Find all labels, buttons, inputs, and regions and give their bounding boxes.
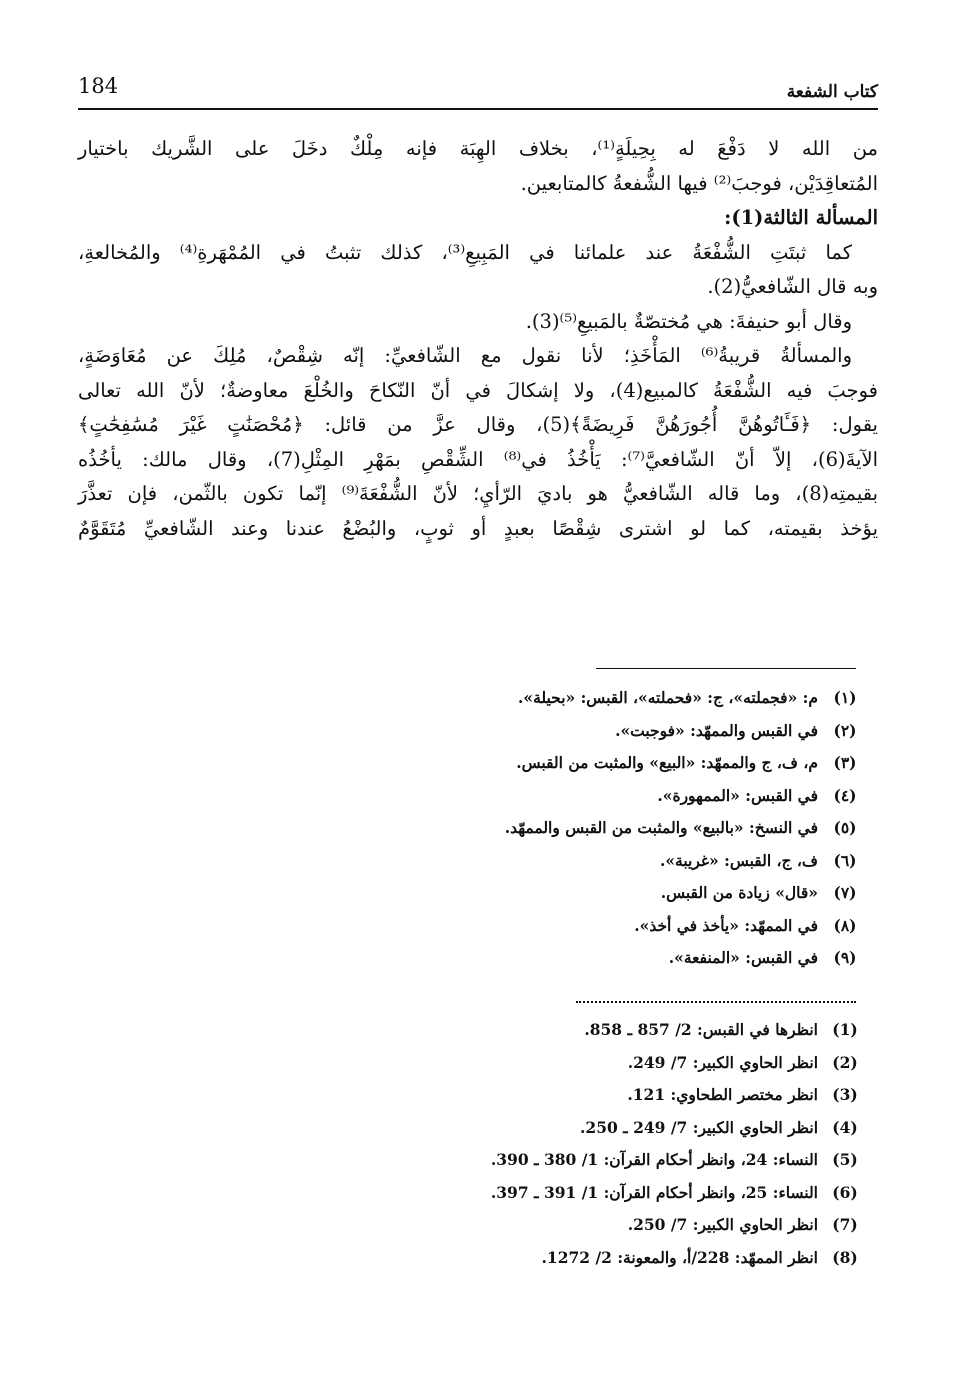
footnote-text: انظر مختصر الطحاوي: 121. (627, 1085, 818, 1104)
footnote-text: في القبس: «المنفعة». (668, 948, 818, 967)
text-line: الآيةَ(6)، إلاّ أنّ الشّافعيَّ⁽⁷⁾: يَأْخُذُ في⁽⁸⁾ الشِّقْصِ بمَهْرِ المِثْلِ(7)، وقال مالك: يأخُذُه (78, 447, 879, 471)
footnote-text: النساء: 25، وانظر أحكام القرآن: 1/ 391 ـ 397. (490, 1182, 818, 1202)
footnote (164, 1177, 864, 1210)
footnote-text: ف، ج، القبس: «غريبة». (659, 850, 818, 870)
text-line: من الله لا دَفْعَ له بِحِيلَةٍ⁽¹⁾، بخلاف الهِبَة فإنه مِلْكٌ دخَلَ على الشَّريك باختيار (78, 137, 878, 160)
footnote-text: انظرها في القبس: 2/ 857 ـ 858. (584, 1020, 818, 1039)
text-line: كما ثبتَتِ الشُّفْعَةُ عند علمائنا في المَبِيعِ⁽³⁾، كذلك تثبتُ في المُمْهَرةِ⁽⁴⁾ والمُخالعةِ، (78, 240, 852, 264)
footnote-text: في الممهّد: «يأخذ في أخذ». (634, 915, 818, 935)
text-line: يؤخذ بقيمته، كما لو اشترى شِقْصًا بعبدٍ أو ثوبٍ، والبُضْعُ عندنا وعند الشّافعيِّ مُتَقَوَّمٌ (78, 516, 878, 540)
text-line: وقال أبو حنيفةَ: هي مُختصّةٌ بالمَبيعِ⁽⁵⁾(3). (525, 309, 852, 333)
footnote-number: (٣) (833, 753, 857, 772)
text-line: فوجبَ فيه الشُّفْعَةُ كالمبيع(4)، ولا إشكالَ في أنّ النّكاحَ والخُلْعَ معاوضةٌ؛ لأنّ الله تعالى (78, 378, 878, 402)
footnote-text: في النسخ: «بالبيع» والمثبت من القبس والممهّد. (504, 818, 818, 837)
footnote (164, 1047, 864, 1080)
footnote-number: (١) (833, 688, 857, 707)
footnote-number: (7) (832, 1215, 858, 1234)
footnote-number: (1) (832, 1020, 858, 1039)
dotted-separator (576, 1001, 856, 1003)
section-heading: المسألة الثالثة(1): (724, 206, 878, 229)
footnote-text: انظر الممهّد: 228/أ، والمعونة: 2/ 1272. (541, 1247, 818, 1267)
footnote-text: النساء: 24، وانظر أحكام القرآن: 1/ 380 ـ 390. (490, 1150, 818, 1169)
footnote-number: (4) (832, 1117, 858, 1137)
footnote-number: (٢) (833, 720, 857, 740)
footnote-number: (٩) (833, 948, 857, 967)
footnote-number: (٧) (833, 883, 857, 902)
text-line: بقيمتِه(8)، وما قاله الشّافعيُّ هو باديَ الرّأيِ؛ لأنّ الشُّفْعَةَ⁽⁹⁾ إنّما تكون بالثّمن، فإن تعذَّرَ (78, 482, 879, 505)
footnote-text: في القبس والممهّد: «فوجبت». (615, 720, 818, 740)
text-line: والمسألةُ قريبةُ⁽⁶⁾ المَأْخَذِ؛ لأنا نقول مع الشّافعيِّ: إنّه شِقْصٌ، مُلِكَ عن مُعَاوَضَةٍ، (78, 344, 852, 367)
footnote-text: انظر الحاوي الكبير: 7/ 249 ـ 250. (580, 1117, 818, 1137)
footnote-number: (3) (832, 1085, 858, 1104)
footnote (164, 1112, 864, 1145)
main-text (78, 132, 878, 546)
footnote-text: «قال» زيادة من القبس. (660, 883, 818, 902)
footnote (164, 812, 864, 845)
footnote (164, 910, 864, 943)
text-line: يقول: ﴿فَـَٔاتُوهُنَّ أُجُورَهُنَّ فَرِيضَةً﴾(5)، وقال عزَّ من قائل: ﴿مُحْصَنَٰتٍ غَيْرَ مُسَٰفِحَٰتٍ﴾ (78, 413, 878, 436)
text-line: المُتعاقِدَيْن، فوجبَ⁽²⁾ فيها الشُّفعةُ كالمتابعين. (520, 171, 878, 195)
footnote (164, 715, 864, 748)
footnote-text: في القبس: «الممهورة». (657, 785, 818, 805)
footnote-number: (٤) (833, 785, 857, 805)
footnote (164, 942, 864, 975)
running-header (78, 70, 878, 110)
footnote (164, 1014, 864, 1047)
footnote (164, 1209, 864, 1242)
footnote-text: انظر الحاوي الكبير: 7/ 249. (627, 1052, 818, 1072)
footnote-text: م، ف، ج والممهّد: «البيع» والمثبت من القبس. (516, 753, 818, 772)
footnote (164, 845, 864, 878)
footnote (164, 747, 864, 780)
text-line: وبه قال الشّافعيُّ(2). (707, 275, 878, 298)
page-number: 184 (78, 74, 119, 98)
header-rule (78, 108, 878, 110)
footnote-separator (596, 668, 856, 669)
footnote-number: (2) (832, 1052, 858, 1072)
footnote (164, 1242, 864, 1275)
footnote-text: م: «فجملته»، ج: «فحملته»، القبس: «بحيلة». (517, 688, 818, 707)
footnote-number: (6) (832, 1182, 858, 1202)
footnote (164, 682, 864, 715)
footnote (164, 780, 864, 813)
footnote (164, 1079, 864, 1112)
book-title: كتاب الشفعة (786, 82, 878, 102)
footnote-number: (8) (832, 1247, 858, 1267)
variant-footnotes (164, 682, 864, 975)
footnote (164, 1144, 864, 1177)
source-footnotes (164, 1014, 864, 1274)
footnote-number: (5) (832, 1150, 858, 1169)
footnote-text: انظر الحاوي الكبير: 7/ 250. (627, 1215, 818, 1234)
footnote-number: (٥) (833, 818, 857, 837)
footnote (164, 877, 864, 910)
footnote-number: (٨) (833, 915, 857, 935)
footnote-number: (٦) (833, 850, 857, 870)
